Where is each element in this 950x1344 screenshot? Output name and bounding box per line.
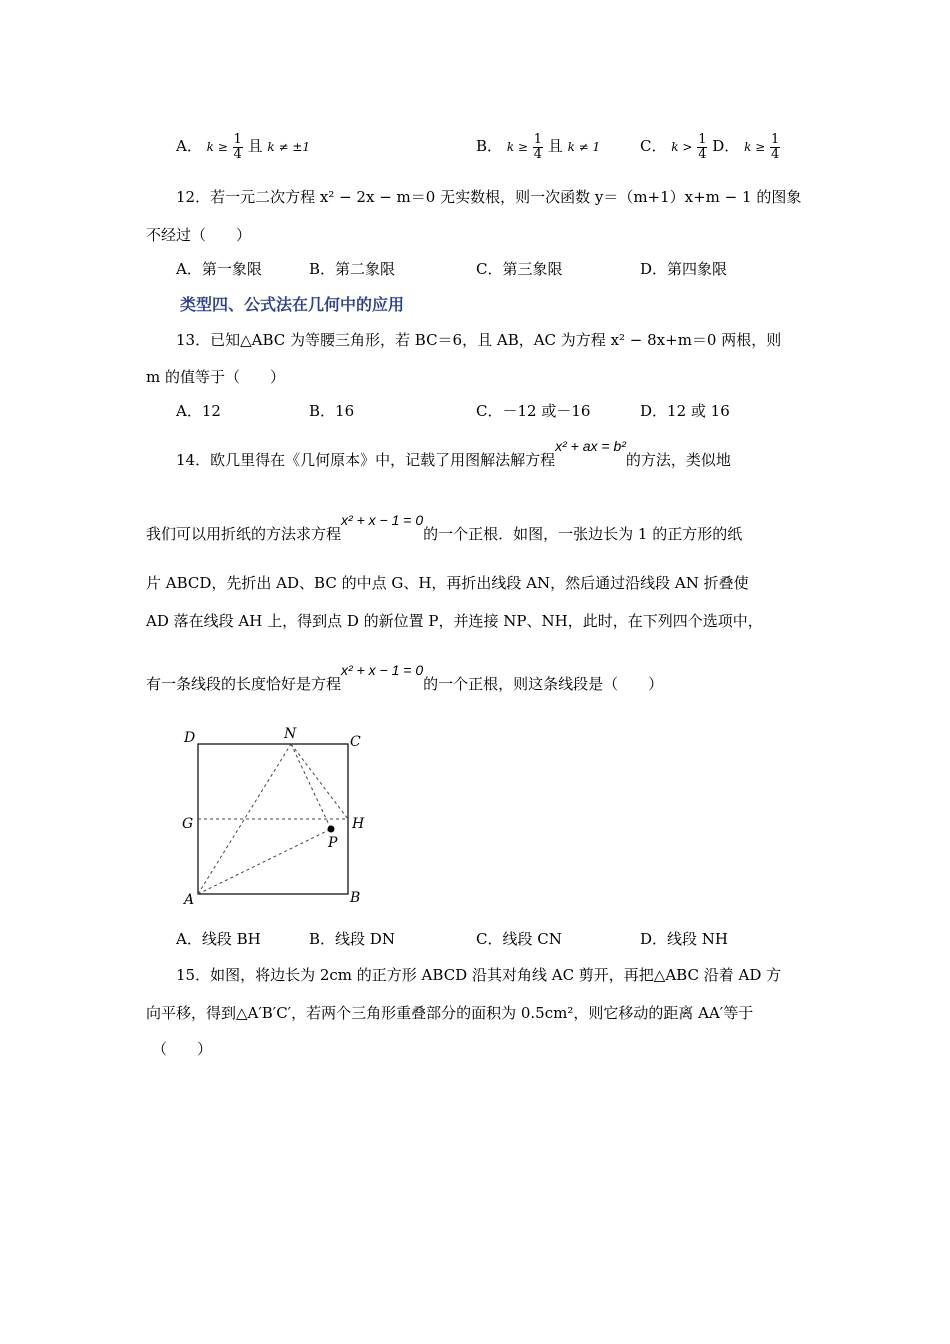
q13-line2: m 的值等于（ ） — [146, 368, 285, 386]
q15-line1: 15．如图，将边长为 2cm 的正方形 ABCD 沿其对角线 AC 剪开，再把△ABC 沿着 AD 方 — [176, 966, 782, 984]
fraction: $\frac{1}{4}$ — [533, 132, 543, 162]
q14-line3: 片 ABCD，先折出 AD、BC 的中点 G、H，再折出线段 AN，然后通过沿线段 AN 折叠使 — [146, 574, 749, 592]
q12-option-d: D．第四象限 — [640, 260, 728, 278]
option-text: 且 — [247, 137, 263, 156]
q13-line1: 13．已知△ABC 为等腰三角形，若 BC＝6，且 AB，AC 为方程 x² − 8x+m＝0 两根，则 — [176, 331, 782, 349]
option-text: 且 — [547, 137, 563, 156]
label-b: B — [350, 890, 361, 906]
option-label: D． — [712, 137, 740, 156]
q14-line2 — [146, 512, 743, 543]
math-text: k ≠ 1 — [567, 140, 601, 155]
q14-option-c: C．线段 CN — [476, 930, 562, 948]
equation: x² + x − 1 = 0 — [341, 662, 424, 678]
q15-line3: （ ） — [152, 1040, 213, 1058]
math-text: k > — [671, 140, 693, 155]
math-text: k ≥ — [506, 140, 528, 155]
q14-text: 14．欧几里得在《几何原本》中，记载了用图解法解方程 — [176, 451, 556, 469]
q13-option-d: D．12 或 16 — [640, 402, 730, 420]
segment-nh — [291, 744, 348, 819]
q12-option-a: A．第一象限 — [176, 260, 262, 278]
fraction: $\frac{1}{4}$ — [698, 132, 707, 162]
equation: x² + ax = b² — [555, 438, 626, 454]
fraction: $\frac{1}{4}$ — [770, 132, 780, 162]
q12-line1: 12．若一元二次方程 x² − 2x − m＝0 无实数根，则一次函数 y＝（m+1）x+m − 1 的图象 — [176, 188, 802, 206]
q11-option-c — [640, 133, 780, 161]
q14-text: 的一个正根，则这条线段是（ ） — [423, 675, 664, 693]
q14-line1 — [176, 438, 731, 469]
section-title: 类型四、公式法在几何中的应用 — [180, 295, 405, 314]
math-text: k ≥ — [206, 140, 228, 155]
segment-np — [291, 744, 331, 829]
q12-option-b: B．第二象限 — [309, 260, 396, 278]
q14-text: 我们可以用折纸的方法求方程 — [146, 525, 342, 543]
label-c: C — [350, 734, 361, 750]
q13-option-c: C．－12 或－16 — [476, 402, 591, 420]
label-p: P — [328, 835, 338, 851]
q14-text: 的方法，类似地 — [625, 451, 731, 469]
q14-option-b: B．线段 DN — [309, 930, 395, 948]
equation: x² + x − 1 = 0 — [341, 512, 424, 528]
q14-line5 — [146, 662, 664, 693]
fraction: $\frac{1}{4}$ — [233, 132, 242, 162]
q12-option-c: C．第三象限 — [476, 260, 563, 278]
label-d: D — [184, 730, 196, 746]
option-label: A． — [176, 137, 202, 156]
q14-line4: AD 落在线段 AH 上，得到点 D 的新位置 P，并连接 NP、NH，此时，在下列四个选项中， — [146, 612, 763, 630]
label-h: H — [352, 816, 365, 832]
q13-option-a: A．12 — [176, 402, 221, 420]
math-text: k ≥ — [744, 140, 766, 155]
q15-line2: 向平移，得到△A′B′C′，若两个三角形重叠部分的面积为 0.5cm²，则它移动的距离 AA′等于 — [146, 1004, 754, 1022]
q14-text: 有一条线段的长度恰好是方程 — [146, 675, 342, 693]
q11-option-b — [476, 133, 600, 161]
label-g: G — [182, 816, 194, 832]
point-p — [328, 826, 335, 833]
q14-option-a: A．线段 BH — [176, 930, 261, 948]
q12-line2: 不经过（ ） — [146, 226, 252, 244]
q14-option-d: D．线段 NH — [640, 930, 729, 948]
math-text: k ≠ ±1 — [267, 140, 311, 155]
label-n: N — [284, 726, 297, 742]
q13-option-b: B．16 — [309, 402, 355, 420]
option-label: B． — [476, 137, 503, 156]
q11-option-a — [176, 133, 310, 161]
square-fold-figure — [176, 722, 376, 910]
q14-text: 的一个正根．如图，一张边长为 1 的正方形的纸 — [423, 525, 743, 543]
option-label: C． — [640, 137, 667, 156]
label-a: A — [184, 892, 195, 908]
